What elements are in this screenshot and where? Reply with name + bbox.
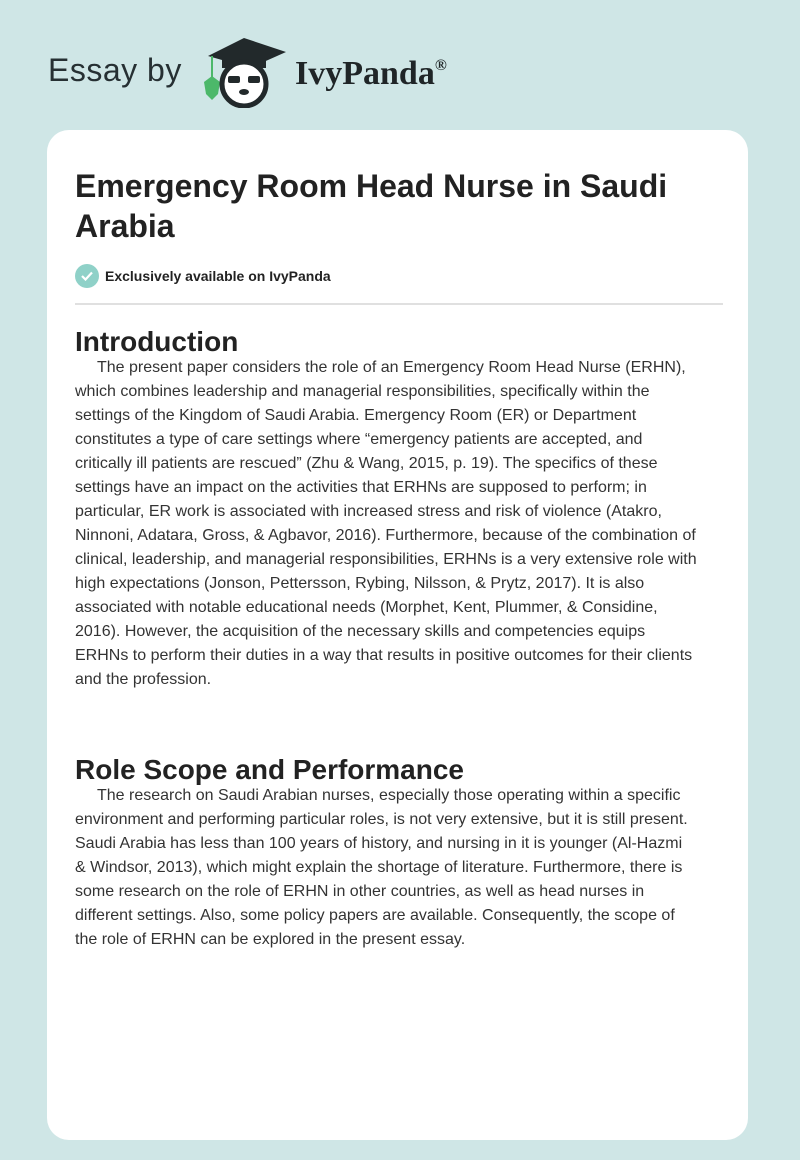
brand-name: IvyPanda (295, 55, 435, 92)
check-icon (75, 264, 99, 288)
paragraph-line: clinical, leadership, and managerial responsibilities, ERHNs is a very extensive role with (75, 551, 697, 568)
paragraph-line: critically ill patients are rescued” (Zhu & Wang, 2015, p. 19). The specifics of these (75, 455, 658, 472)
paragraph-line: The present paper considers the role of an Emergency Room Head Nurse (ERHN), (97, 359, 686, 376)
paragraph-line: settings have an impact on the activities that ERHNs are supposed to perform; in (75, 479, 647, 496)
divider (75, 303, 723, 305)
paragraph-line: the role of ERHN can be explored in the present essay. (75, 931, 466, 948)
essay-title: Emergency Room Head Nurse in Saudi Arabia (75, 168, 668, 244)
exclusive-badge (75, 264, 331, 288)
paragraph-line: Ninnoni, Adatara, Gross, & Agbavor, 2016). Furthermore, because of the combination of (75, 527, 696, 544)
paragraph-line: high expectations (Jonson, Pettersson, Rybing, Nilsson, & Prytz, 2017). It is also (75, 575, 645, 592)
paragraph-line: particular, ER work is associated with increased stress and risk of violence (Atakro, (75, 503, 662, 520)
role-scope-paragraph (75, 784, 735, 952)
paragraph-line: & Windsor, 2013), which might explain the shortage of literature. Furthermore, there is (75, 859, 683, 876)
section-heading-role-scope: Role Scope and Performance (75, 754, 465, 785)
paragraph-line: settings of the Kingdom of Saudi Arabia. Emergency Room (ER) or Department (75, 407, 637, 424)
essay-card (47, 130, 748, 1140)
paragraph-line: different settings. Also, some policy papers are available. Consequently, the scope of (75, 907, 675, 924)
paragraph-line: 2016). However, the acquisition of the necessary skills and competencies equips (75, 623, 646, 640)
paragraph-line: and the profession. (75, 671, 212, 688)
paragraph-line: Saudi Arabia has less than 100 years of history, and nursing in it is younger (Al-Hazmi (75, 835, 683, 852)
ivypanda-panda-logo-icon[interactable] (200, 36, 290, 108)
essay-by-label: Essay by (48, 52, 182, 88)
registered-mark: ® (434, 57, 447, 74)
paragraph-line: associated with notable educational needs (Morphet, Kent, Plummer, & Considine, (75, 599, 658, 616)
site-header (0, 20, 800, 120)
paragraph-line: some research on the role of ERHN in other countries, as well as head nurses in (75, 883, 645, 900)
exclusive-badge-text: Exclusively available on IvyPanda (105, 268, 331, 284)
paragraph-line: ERHNs to perform their duties in a way that results in positive outcomes for their clients (75, 647, 693, 664)
paragraph-line: which combines leadership and managerial responsibilities, specifically within the (75, 383, 650, 400)
section-heading-introduction: Introduction (75, 326, 239, 357)
paragraph-line: The research on Saudi Arabian nurses, especially those operating within a specific (97, 787, 681, 804)
paragraph-line: environment and performing particular roles, is not very extensive, but it is still present. (75, 811, 688, 828)
ivypanda-brand[interactable] (295, 55, 447, 93)
introduction-paragraph (75, 356, 735, 692)
paragraph-line: constitutes a type of care settings where “emergency patients are accepted, and (75, 431, 643, 448)
